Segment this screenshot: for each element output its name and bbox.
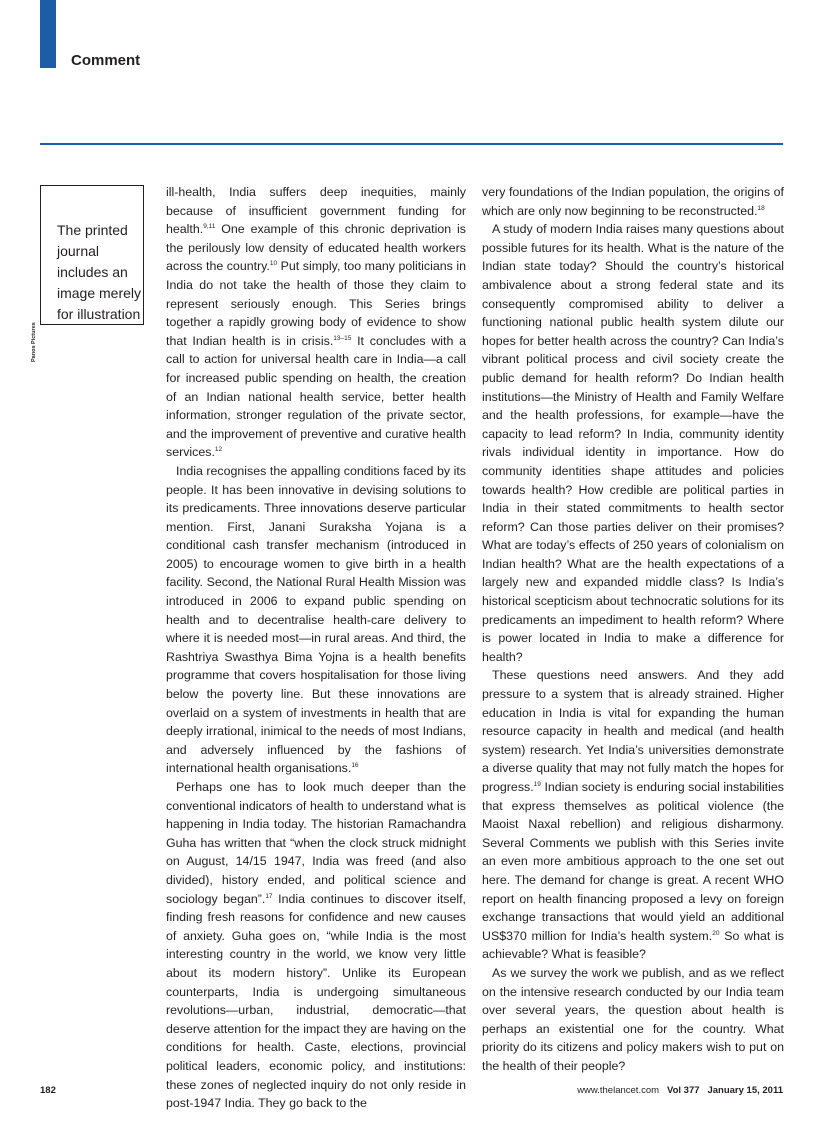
- citation-reference: 19: [533, 781, 541, 788]
- citation-reference: 17: [265, 892, 273, 900]
- paragraph-text: As we survey the work we publish, and as we reflect on the intensive research conducted by our India team over several years, the question about health is perhaps an existential one for the country. What priority do its citizens and policy makers wish to put on the health of their people?: [482, 965, 784, 1073]
- paragraph-text: A study of modern India raises many questions about possible futures for its health. What is the nature of the Indian state today? Should the country’s historical ambivalence about a strong federal state and its consequently compromised ability to deliver a functioning national public health system dilute our hopes for better health across the country? Can India’s vibrant political process and civil society create the public demand for health reform? Do Indian health institutions—the Ministry of Health and Family Welfare and the health professions, for example—have the capacity to lead reform? In India, community identity rivals individual identity in importance. How do community identities shape attitudes and policies towards health? How credible are political parties in India in their stated commitments to health sector reform? Can those parties deliver on their promises? What are today’s effects of 250 years of colonialism on Indian health? What are the health expectations of a largely new and expanded middle class? Is India’s historical scepticism about technocratic solutions for its predicaments an impediment to health reform? Where is power located in India to make a difference for health?: [482, 222, 784, 664]
- paragraph-text: So what is achievable? What is feasible?: [482, 928, 784, 962]
- paragraph-text: very foundations of the Indian population, the origins of which are only now beginning to be reconstructed.: [482, 185, 784, 218]
- citation-reference: 10: [269, 260, 278, 268]
- citation-reference: 13–15: [333, 334, 352, 342]
- header-rule: [40, 143, 783, 145]
- section-accent-tab: [40, 0, 56, 68]
- paragraph-text: India continues to discover itself, finding fresh reasons for confidence and new causes of anxiety. Guha goes on, “while India is the most interesting country in the world, we know very little about its modern history”. Unlike its European counterparts, India is undergoing simultaneous revolutions—urban, industrial, democratic—that deserve attention for the impact they are having on the conditions for health. Caste, elections, provincial political leaders, economic policy, and institutions: these zones of neglected inquiry do not only reside in post-1947 India. They go back to the: [166, 891, 466, 1111]
- photo-credit: Panos Pictures: [31, 322, 37, 362]
- paragraph-text: Put simply, too many politicians in India do not take the health of those they claim to represent seriously enough. This Series brings together a rapidly growing body of evidence to show that Indian health is in crisis.: [166, 259, 466, 348]
- paragraph-text: India recognises the appalling conditions faced by its people. It has been innovative in devising solutions to its predicaments. Three innovations deserve particular mention. First, Janani Suraksha Yojana is a conditional cash transfer mechanism (introduced in 2005) to encourage women to give birth in a health facility. Second, the National Rural Health Mission was introduced in 2006 to expand public spending on health and to decentralise health-care delivery to where it is needed most—in rural areas. And third, the Rashtriya Swasthya Bima Yojna is a health benefits programme that covers hospitalisation for those living below the poverty line. But these innovations are overlaid on a system of investments in health that are deeply irrational, inimical to the needs of most Indians, and adversely influenced by the fashions of international health organisations.: [166, 463, 466, 776]
- citation-reference: 9,11: [203, 223, 216, 231]
- paragraph: [482, 183, 784, 220]
- paragraph-text: Indian society is enduring social instabilities that express themselves as political violence (the Maoist Naxal rebellion) and religious disharmony. Several Comments we publish with this Series invite an even more ambitious approach to the one set out here. The demand for change is great. A recent WHO report on health financing proposed a levy on foreign exchange transactions that would yield an additional US$370 million for India’s health system.: [482, 780, 784, 943]
- citation-reference: 20: [712, 929, 720, 937]
- section-label: Comment: [71, 52, 141, 69]
- text-column-2: [482, 183, 784, 1076]
- paragraph-text: These questions need answers. And they add pressure to a system that is already strained. Higher education in India is vital for expanding the human resource capacity in health and medical (and health system) research. Yet India’s universities demonstrate a diverse quality that may not fully match the hopes for progress.: [482, 668, 784, 794]
- page-number: 182: [40, 1085, 56, 1096]
- paragraph: [482, 666, 784, 964]
- citation-reference: 18: [757, 204, 765, 212]
- paragraph: [166, 778, 466, 1113]
- paragraph-text: ill-health, India suffers deep inequities, mainly because of insufficient government funding for health.: [166, 185, 466, 237]
- paragraph-text: Perhaps one has to look much deeper than the conventional indicators of health to understand what is happening in India today. The historian Ramachandra Guha has written that “when the clock struck midnight on August, 14/15 1947, India was freed (and also divided), history ended, and political science and sociology began”.: [166, 780, 466, 906]
- journal-volume: Vol 377: [666, 1085, 700, 1096]
- text-column-1: [166, 183, 466, 1113]
- paragraph: [166, 183, 466, 462]
- image-placeholder-text: The printed journal includes an image merely for illustration: [57, 222, 142, 322]
- paragraph-text: One example of this chronic deprivation is the perilously low density of educated health workers across the country.: [166, 222, 466, 274]
- paragraph: [166, 462, 466, 778]
- image-placeholder-box: [40, 185, 144, 325]
- citation-reference: 12: [214, 446, 223, 454]
- journal-website: www.thelancet.com: [577, 1085, 660, 1096]
- paragraph-text: It concludes with a call to action for universal health care in India—a call for increased public spending on health, the creation of an Indian national health service, better health information, stronger regulation of the private sector, and the improvement of preventive and curative health services.: [166, 333, 467, 460]
- citation-reference: 16: [351, 762, 359, 770]
- paragraph: [482, 964, 784, 1076]
- paragraph: [482, 220, 784, 666]
- journal-date: January 15, 2011: [707, 1085, 783, 1096]
- journal-info: [577, 1085, 783, 1096]
